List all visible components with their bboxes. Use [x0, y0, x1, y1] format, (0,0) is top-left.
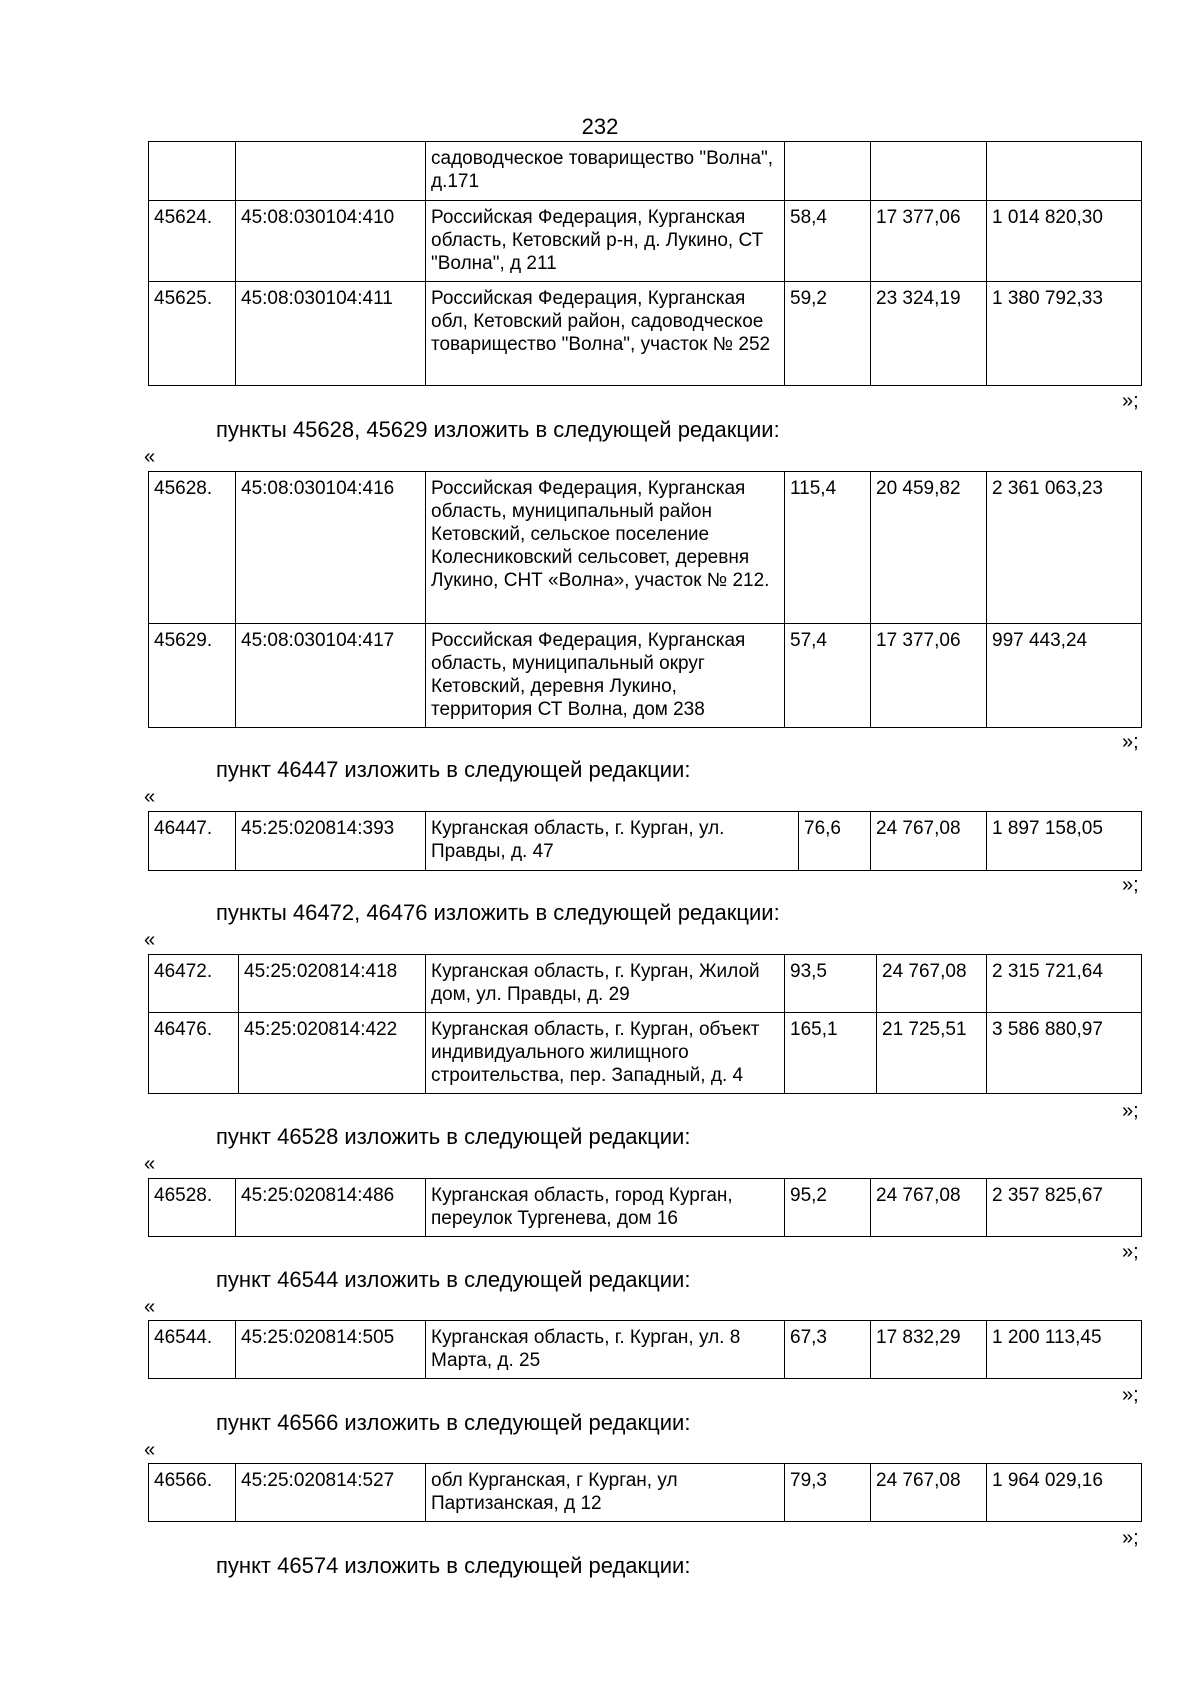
opening-quote: « [144, 1153, 156, 1175]
closing-quote: »; [1122, 1384, 1139, 1406]
registry-table-3 [148, 811, 1142, 871]
address: Курганская область, г. Курган, Жилой дом, ул. Правды, д. 29 [426, 955, 785, 1013]
unit-price: 24 767,08 [871, 1464, 987, 1522]
cadastral-value: 1 380 792,33 [987, 282, 1142, 386]
amendment-heading: пункт 46447 изложить в следующей редакции: [216, 757, 691, 782]
table-row [149, 1321, 1142, 1379]
cadastral-value: 2 361 063,23 [987, 472, 1142, 624]
area: 58,4 [785, 201, 871, 282]
area: 59,2 [785, 282, 871, 386]
address: обл Курганская, г Курган, ул Партизанская, д 12 [426, 1464, 785, 1522]
cadastral-value: 1 014 820,30 [987, 201, 1142, 282]
address: Курганская область, г. Курган, объект индивидуального жилищного строительства, пер. Западный, д. 4 [426, 1013, 785, 1094]
cadastral-value: 997 443,24 [987, 624, 1142, 728]
area: 76,6 [799, 812, 871, 871]
table-row [149, 624, 1142, 728]
amendment-heading: пункт 46566 изложить в следующей редакции: [216, 1410, 691, 1435]
row-number: 46566. [149, 1464, 236, 1522]
table-row [149, 282, 1142, 386]
cadastral-value: 1 897 158,05 [987, 812, 1142, 871]
opening-quote: « [144, 1439, 156, 1461]
cadastral-number: 45:25:020814:527 [236, 1464, 426, 1522]
table-row [149, 1013, 1142, 1094]
table-row [149, 812, 1142, 871]
unit-price: 23 324,19 [871, 282, 987, 386]
cadastral-number [236, 142, 426, 201]
unit-price: 17 832,29 [871, 1321, 987, 1379]
amendment-heading: пункты 45628, 45629 изложить в следующей редакции: [216, 417, 780, 442]
unit-price: 20 459,82 [871, 472, 987, 624]
table-row [149, 201, 1142, 282]
page-number: 232 [581, 114, 619, 139]
registry-table-2 [148, 471, 1142, 728]
address: садоводческое товарищество "Волна", д.171 [426, 142, 785, 201]
closing-quote: »; [1122, 1241, 1139, 1263]
cadastral-value: 2 357 825,67 [987, 1179, 1142, 1237]
row-number: 45624. [149, 201, 236, 282]
unit-price: 21 725,51 [877, 1013, 987, 1094]
table-row [149, 472, 1142, 624]
cadastral-value: 3 586 880,97 [987, 1013, 1142, 1094]
closing-quote: »; [1122, 731, 1139, 753]
opening-quote: « [144, 786, 156, 808]
closing-quote: »; [1122, 874, 1139, 896]
cadastral-number: 45:25:020814:418 [239, 955, 426, 1013]
amendment-heading: пункт 46528 изложить в следующей редакции: [216, 1124, 691, 1149]
unit-price [871, 142, 987, 201]
unit-price: 17 377,06 [871, 201, 987, 282]
cadastral-number: 45:25:020814:393 [236, 812, 426, 871]
area: 57,4 [785, 624, 871, 728]
amendment-heading: пункт 46574 изложить в следующей редакции: [216, 1553, 691, 1578]
closing-quote: »; [1122, 390, 1139, 412]
unit-price: 24 767,08 [871, 812, 987, 871]
row-number: 45625. [149, 282, 236, 386]
table-row [149, 1179, 1142, 1237]
table-row [149, 955, 1142, 1013]
cadastral-number: 45:08:030104:410 [236, 201, 426, 282]
cadastral-number: 45:25:020814:505 [236, 1321, 426, 1379]
row-number [149, 142, 236, 201]
opening-quote: « [144, 929, 156, 951]
amendment-heading: пункты 46472, 46476 изложить в следующей редакции: [216, 900, 780, 925]
cadastral-value: 2 315 721,64 [987, 955, 1142, 1013]
row-number: 46472. [149, 955, 239, 1013]
address: Российская Федерация, Курганская область, муниципальный округ Кетовский, деревня Лукино, территория СТ Волна, дом 238 [426, 624, 785, 728]
area: 115,4 [785, 472, 871, 624]
area [785, 142, 871, 201]
area: 95,2 [785, 1179, 871, 1237]
address: Курганская область, город Курган, переулок Тургенева, дом 16 [426, 1179, 785, 1237]
unit-price: 17 377,06 [871, 624, 987, 728]
registry-table-6 [148, 1320, 1142, 1379]
registry-table-1 [148, 141, 1142, 386]
table-row [149, 142, 1142, 201]
cadastral-value: 1 964 029,16 [987, 1464, 1142, 1522]
row-number: 45628. [149, 472, 236, 624]
unit-price: 24 767,08 [871, 1179, 987, 1237]
address: Российская Федерация, Курганская обл, Кетовский район, садоводческое товарищество "Волна", участок № 252 [426, 282, 785, 386]
row-number: 46528. [149, 1179, 236, 1237]
cadastral-number: 45:25:020814:422 [239, 1013, 426, 1094]
closing-quote: »; [1122, 1100, 1139, 1122]
row-number: 45629. [149, 624, 236, 728]
row-number: 46476. [149, 1013, 239, 1094]
address: Курганская область, г. Курган, ул. Правды, д. 47 [426, 812, 799, 871]
unit-price: 24 767,08 [877, 955, 987, 1013]
row-number: 46544. [149, 1321, 236, 1379]
registry-table-5 [148, 1178, 1142, 1237]
registry-table-4 [148, 954, 1142, 1094]
address: Российская Федерация, Курганская область, муниципальный район Кетовский, сельское поселение Колесниковский сельсовет, деревня Лукино, СНТ «Волна», участок № 212. [426, 472, 785, 624]
opening-quote: « [144, 1296, 156, 1318]
area: 165,1 [785, 1013, 877, 1094]
row-number: 46447. [149, 812, 236, 871]
cadastral-number: 45:08:030104:416 [236, 472, 426, 624]
registry-table-7 [148, 1463, 1142, 1522]
cadastral-number: 45:08:030104:417 [236, 624, 426, 728]
area: 93,5 [785, 955, 877, 1013]
opening-quote: « [144, 446, 156, 468]
cadastral-value: 1 200 113,45 [987, 1321, 1142, 1379]
address: Российская Федерация, Курганская область, Кетовский р-н, д. Лукино, СТ "Волна", д 211 [426, 201, 785, 282]
cadastral-value [987, 142, 1142, 201]
closing-quote: »; [1122, 1527, 1139, 1549]
cadastral-number: 45:25:020814:486 [236, 1179, 426, 1237]
cadastral-number: 45:08:030104:411 [236, 282, 426, 386]
address: Курганская область, г. Курган, ул. 8 Марта, д. 25 [426, 1321, 785, 1379]
amendment-heading: пункт 46544 изложить в следующей редакции: [216, 1267, 691, 1292]
area: 79,3 [785, 1464, 871, 1522]
table-row [149, 1464, 1142, 1522]
area: 67,3 [785, 1321, 871, 1379]
